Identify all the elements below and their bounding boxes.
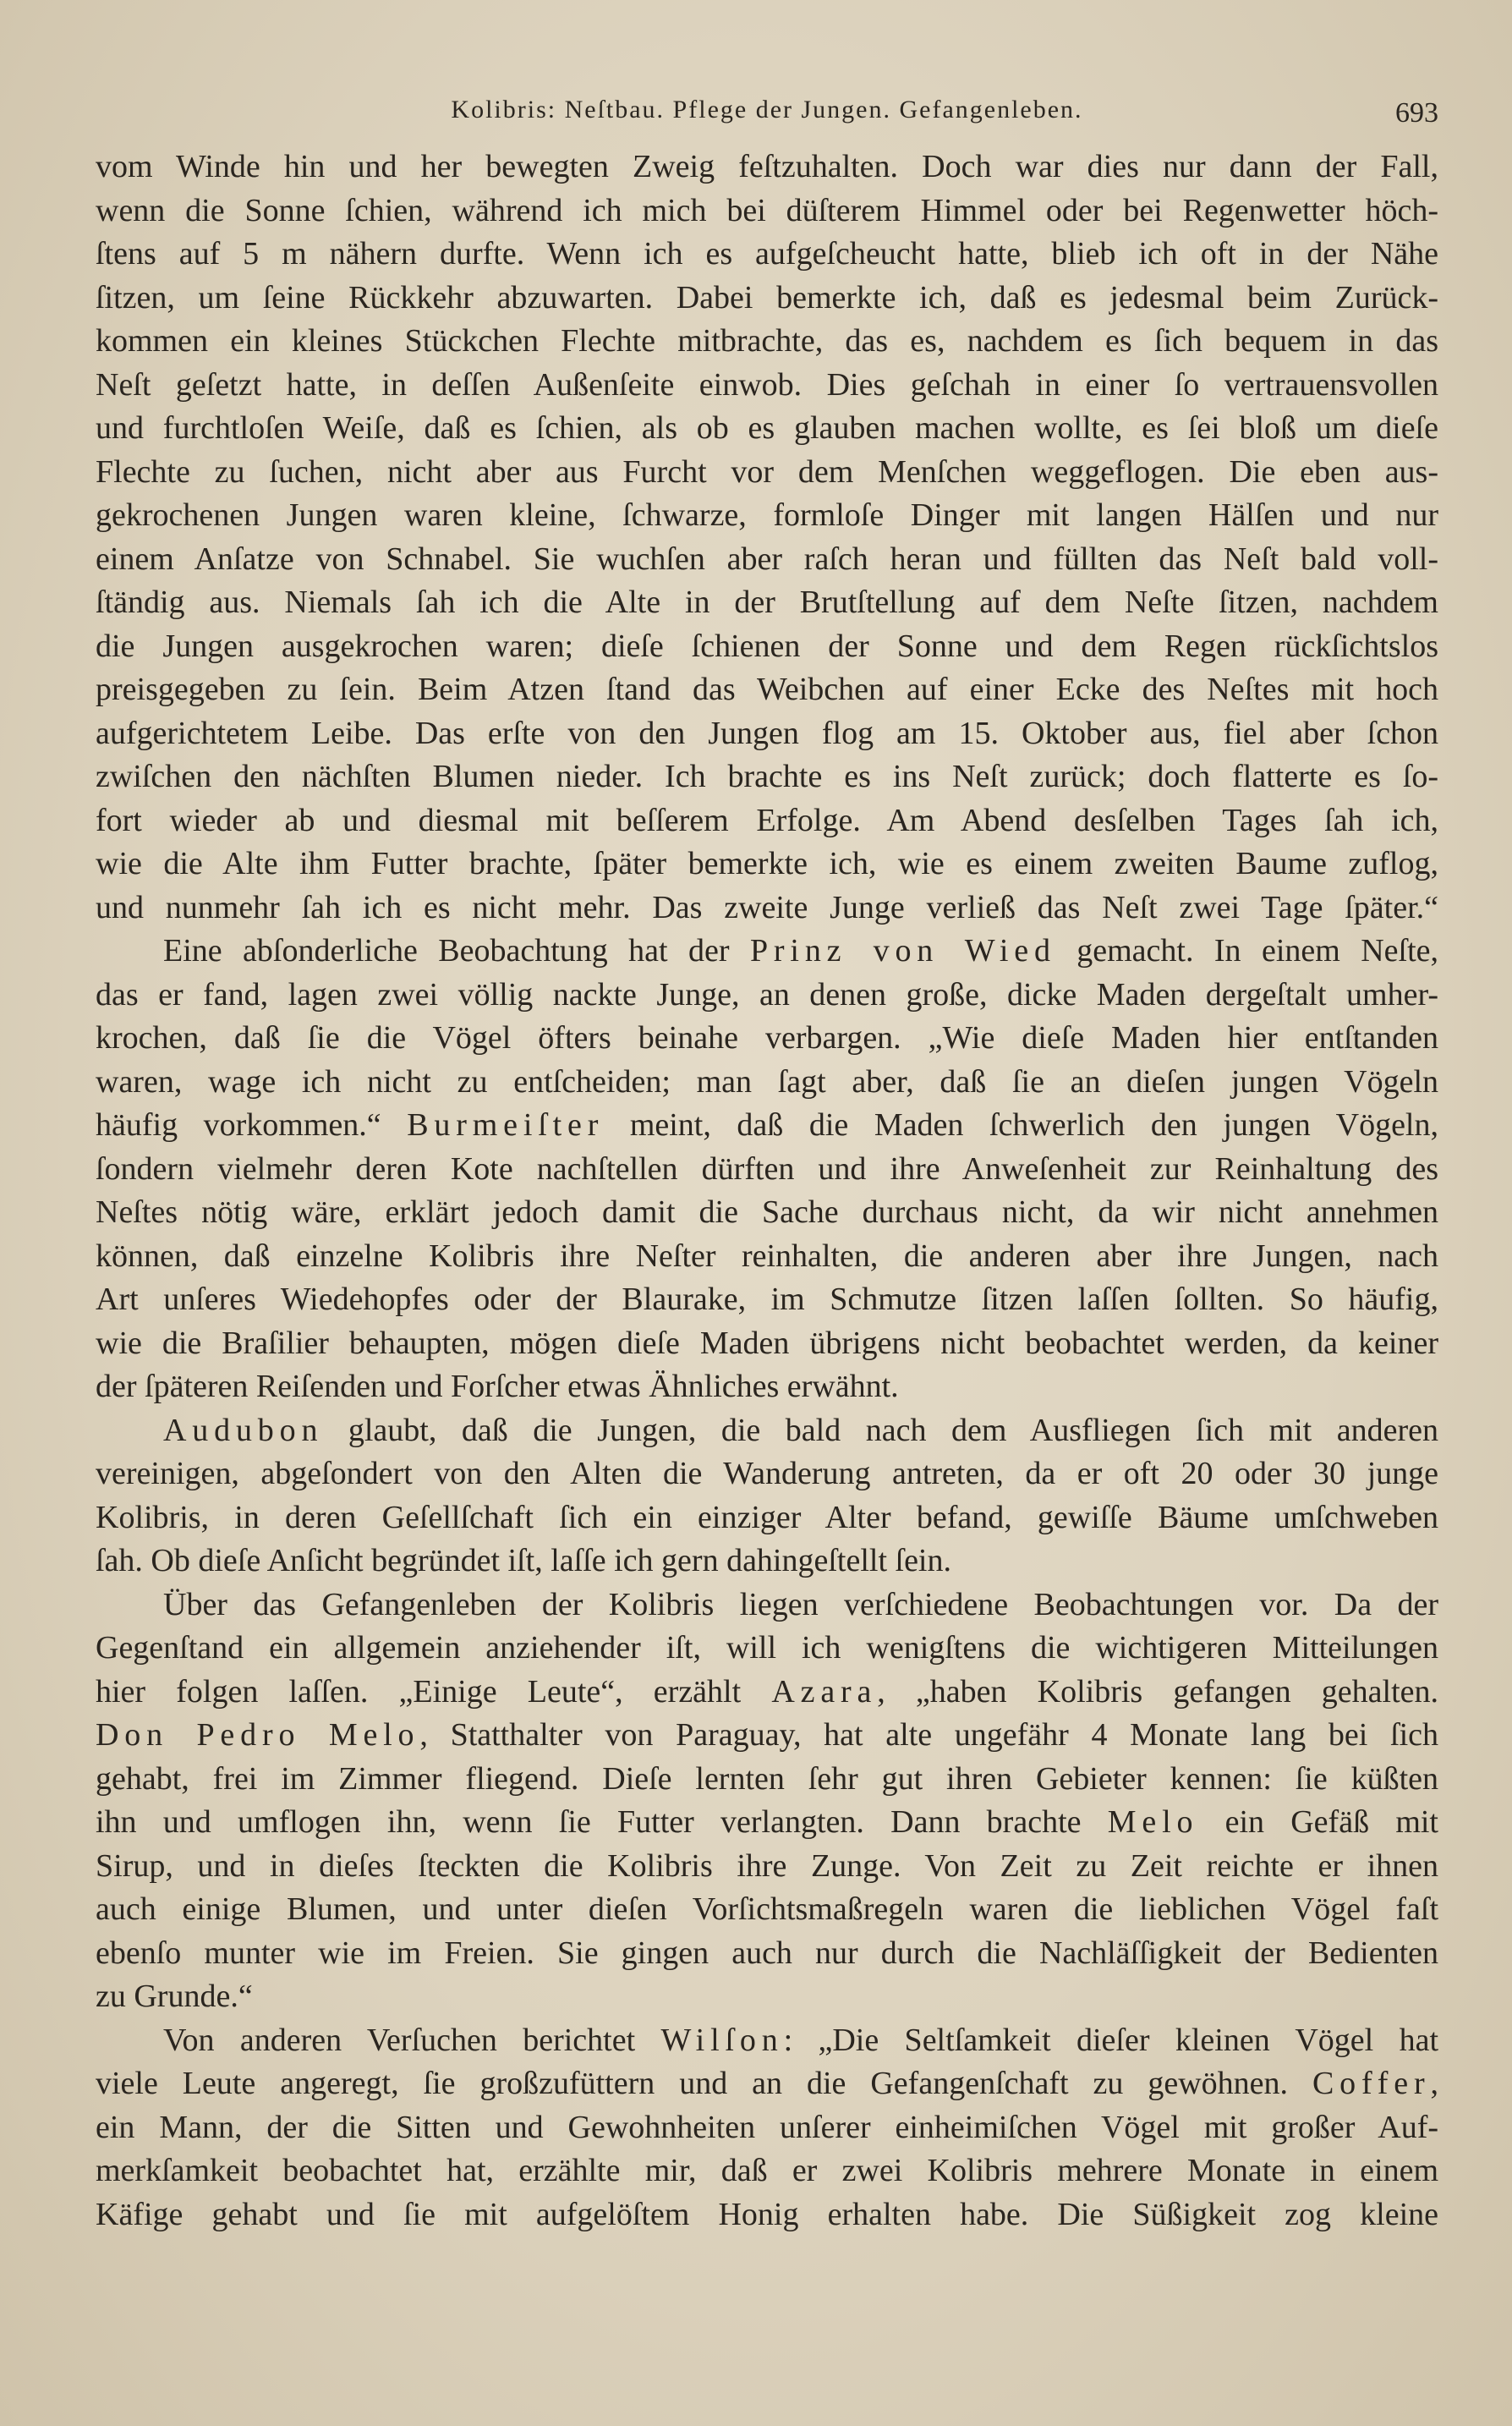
text-segment: , „haben Kolibris gefangen gehalten. xyxy=(877,1673,1438,1710)
text-line: fort wieder ab und diesmal mit beſſerem Erfolge. Am Abend desſelben Tages ſah ich, xyxy=(96,802,1438,838)
text-line: merkſamkeit beobachtet hat, erzählte mir, daß er zwei Kolibris mehrere Monate in einem xyxy=(96,2153,1438,2188)
text-line: der ſpäteren Reiſenden und Forſcher etwas Ähnliches erwähnt. xyxy=(96,1369,899,1404)
text-segment: meint, daß die Maden ſchwerlich den jungen Vögeln, xyxy=(604,1107,1438,1143)
spaced-name: Prinz von Wied xyxy=(749,933,1056,969)
text-line: aufgerichtetem Leibe. Das erſte von den Jungen flog am 15. Oktober aus, fiel aber ſchon xyxy=(96,715,1438,751)
text-segment: , xyxy=(1430,2066,1438,2101)
text-line: und furchtloſen Weiſe, daß es ſchien, als ob es glauben machen wollte, es ſei bloß um dieſe xyxy=(96,410,1438,446)
spaced-name: Azara xyxy=(771,1673,878,1710)
text-segment: ein Gefäß mit xyxy=(1198,1804,1438,1840)
text-line xyxy=(96,1671,1438,1715)
text-line: ein Mann, der die Sitten und Gewohnheiten unſerer einheimiſchen Vögel mit großer Auf- xyxy=(96,2109,1438,2145)
text-line xyxy=(96,2062,1438,2106)
text-line: krochen, daß ſie die Vögel öfters beinahe verbargen. „Wie dieſe Maden hier entſtanden xyxy=(96,1020,1438,1056)
text-segment: ihn und umflogen ihn, wenn ſie Futter verlangten. Dann brachte xyxy=(96,1804,1108,1840)
text-segment: Von anderen Verſuchen berichtet xyxy=(163,2022,661,2058)
text-segment: Eine abſonderliche Beobachtung hat der xyxy=(163,933,750,969)
text-segment: gemacht. In einem Neſte, xyxy=(1055,933,1438,969)
text-line: kommen ein kleines Stückchen Flechte mitbrachte, das es, nachdem es ſich bequem in das xyxy=(96,323,1438,359)
text-line: Flechte zu ſuchen, nicht aber aus Furcht vor dem Menſchen weggeflogen. Die eben aus- xyxy=(96,453,1438,490)
text-segment: : „Die Seltſamkeit dieſer kleinen Vögel hat xyxy=(783,2022,1438,2058)
spaced-name: Wilſon xyxy=(660,2022,784,2058)
text-line: vereinigen, abgeſondert von den Alten die Wanderung antreten, da er oft 20 oder 30 junge xyxy=(96,1456,1438,1491)
text-line: ſah. Ob dieſe Anſicht begründet iſt, laſſe ich gern dahingeſtellt ſein. xyxy=(96,1543,951,1578)
text-segment: hier folgen laſſen. „Einige Leute“, erzählt xyxy=(96,1673,772,1710)
text-line: Gegenſtand ein allgemein anziehender iſt, will ich wenigſtens die wichtigeren Mitteilungen xyxy=(96,1630,1438,1666)
text-segment: glaubt, daß die Jungen, die bald nach dem Ausfliegen ſich mit anderen xyxy=(323,1412,1438,1448)
text-segment: , Statthalter von Paraguay, hat alte ungefähr 4 Monate lang bei ſich xyxy=(419,1717,1438,1753)
text-line: ſtens auf 5 m nähern durfte. Wenn ich es aufgeſcheucht hatte, blieb ich oft in der Nähe xyxy=(96,236,1438,272)
running-title: Kolibris: Neſtbau. Pflege der Jungen. Gefangenleben. xyxy=(451,96,1083,123)
paragraph xyxy=(96,1409,1438,1583)
spaced-name: Don Pedro Melo xyxy=(96,1717,420,1753)
text-line: Kolibris, in deren Geſellſchaft ſich ein einziger Alter befand, gewiſſe Bäume umſchweben xyxy=(96,1499,1438,1535)
text-segment: viele Leute angeregt, ſie großzufüttern und an die Gefangenſchaft zu gewöhnen. xyxy=(96,2066,1312,2101)
paragraph xyxy=(96,930,1438,1409)
text-line: Sirup, und in dieſes ſteckten die Kolibris ihre Zunge. Von Zeit zu Zeit reichte er ihnen xyxy=(96,1847,1438,1884)
text-line: wie die Alte ihm Futter brachte, ſpäter bemerkte ich, wie es einem zweiten Baume zuflog, xyxy=(96,846,1438,881)
page-number: 693 xyxy=(1395,97,1438,129)
text-line: Neſtes nötig wäre, erklärt jedoch damit die Sache durchaus nicht, da wir nicht annehmen xyxy=(96,1194,1438,1230)
spaced-name: Coffer xyxy=(1312,2066,1431,2101)
text-line: gekrochenen Jungen waren kleine, ſchwarze, formloſe Dinger mit langen Hälſen und nur xyxy=(96,497,1438,533)
text-line: das er fand, lagen zwei völlig nackte Junge, an denen große, dicke Maden dergeſtalt umher- xyxy=(96,976,1438,1013)
text-line xyxy=(96,1409,1438,1453)
text-line: wenn die Sonne ſchien, während ich mich bei düſterem Himmel oder bei Regenwetter höch- xyxy=(96,192,1438,228)
spaced-name: Audubon xyxy=(163,1412,324,1448)
text-segment: häufig vorkommen.“ xyxy=(96,1107,408,1143)
text-line: Käfige gehabt und ſie mit aufgelöſtem Honig erhalten habe. Die Süßigkeit zog kleine xyxy=(96,2196,1438,2232)
running-header xyxy=(96,88,1438,134)
text-line: waren, wage ich nicht zu entſcheiden; man ſagt aber, daß ſie an dieſen jungen Vögeln xyxy=(96,1063,1438,1100)
text-line: wie die Braſilier behaupten, mögen dieſe Maden übrigens nicht beobachtet werden, da keiner xyxy=(96,1325,1438,1361)
text-line xyxy=(96,1714,1438,1758)
text-block xyxy=(96,145,1438,2237)
text-line xyxy=(96,1104,1438,1148)
text-line xyxy=(96,1801,1438,1845)
text-line: und nunmehr ſah ich es nicht mehr. Das zweite Junge verließ das Neſt zwei Tage ſpäter.“ xyxy=(96,889,1438,925)
text-line: Über das Gefangenleben der Kolibris liegen verſchiedene Beobachtungen vor. Da der xyxy=(163,1586,1438,1622)
text-line xyxy=(96,930,1438,974)
text-line: ſitzen, um ſeine Rückkehr abzuwarten. Dabei bemerkte ich, daß es jedesmal beim Zurück- xyxy=(96,279,1438,316)
text-line: Art unſeres Wiedehopfes oder der Blaurake, im Schmutze ſitzen laſſen ſollten. So häufig, xyxy=(96,1282,1438,1317)
text-line: ſtändig aus. Niemals ſah ich die Alte in der Brutſtellung auf dem Neſte ſitzen, nachdem xyxy=(96,585,1438,620)
spaced-name: Burmeiſter xyxy=(407,1107,605,1143)
text-line: auch einige Blumen, und unter dieſen Vorſichtsmaßregeln waren die lieblichen Vögel faſt xyxy=(96,1891,1438,1927)
paragraph xyxy=(96,145,1438,930)
text-line: preisgegeben zu ſein. Beim Atzen ſtand das Weibchen auf einer Ecke des Neſtes mit hoch xyxy=(96,672,1438,707)
paragraph xyxy=(96,2019,1438,2237)
text-line: ebenſo munter wie im Freien. Sie gingen auch nur durch die Nachläſſigkeit der Bedienten xyxy=(96,1935,1438,1971)
text-line: einem Anſatze von Schnabel. Sie wuchſen aber raſch heran und füllten das Neſt bald voll- xyxy=(96,541,1438,577)
text-line: die Jungen ausgekrochen waren; dieſe ſchienen der Sonne und dem Regen rückſichtslos xyxy=(96,628,1438,664)
spaced-name: Melo xyxy=(1107,1804,1199,1840)
text-line: vom Winde hin und her bewegten Zweig feſtzuhalten. Doch war dies nur dann der Fall, xyxy=(96,149,1438,184)
text-line: gehabt, frei im Zimmer fliegend. Dieſe lernten ſehr gut ihren Gebieter kennen: ſie küßten xyxy=(96,1760,1438,1797)
paragraph xyxy=(96,1583,1438,2019)
text-line: Neſt geſetzt hatte, in deſſen Außenſeite einwob. Dies geſchah in einer ſo vertrauensvollen xyxy=(96,366,1438,403)
text-line: zwiſchen den nächſten Blumen nieder. Ich brachte es ins Neſt zurück; doch flatterte es ſo- xyxy=(96,759,1438,794)
text-line: zu Grunde.“ xyxy=(96,1979,253,2014)
text-line: ſondern vielmehr deren Kote nachſtellen dürften und ihre Anweſenheit zur Reinhaltung des xyxy=(96,1150,1438,1187)
text-line xyxy=(96,2019,1438,2063)
text-line: können, daß einzelne Kolibris ihre Neſter reinhalten, die anderen aber ihre Jungen, nach xyxy=(96,1238,1438,1274)
